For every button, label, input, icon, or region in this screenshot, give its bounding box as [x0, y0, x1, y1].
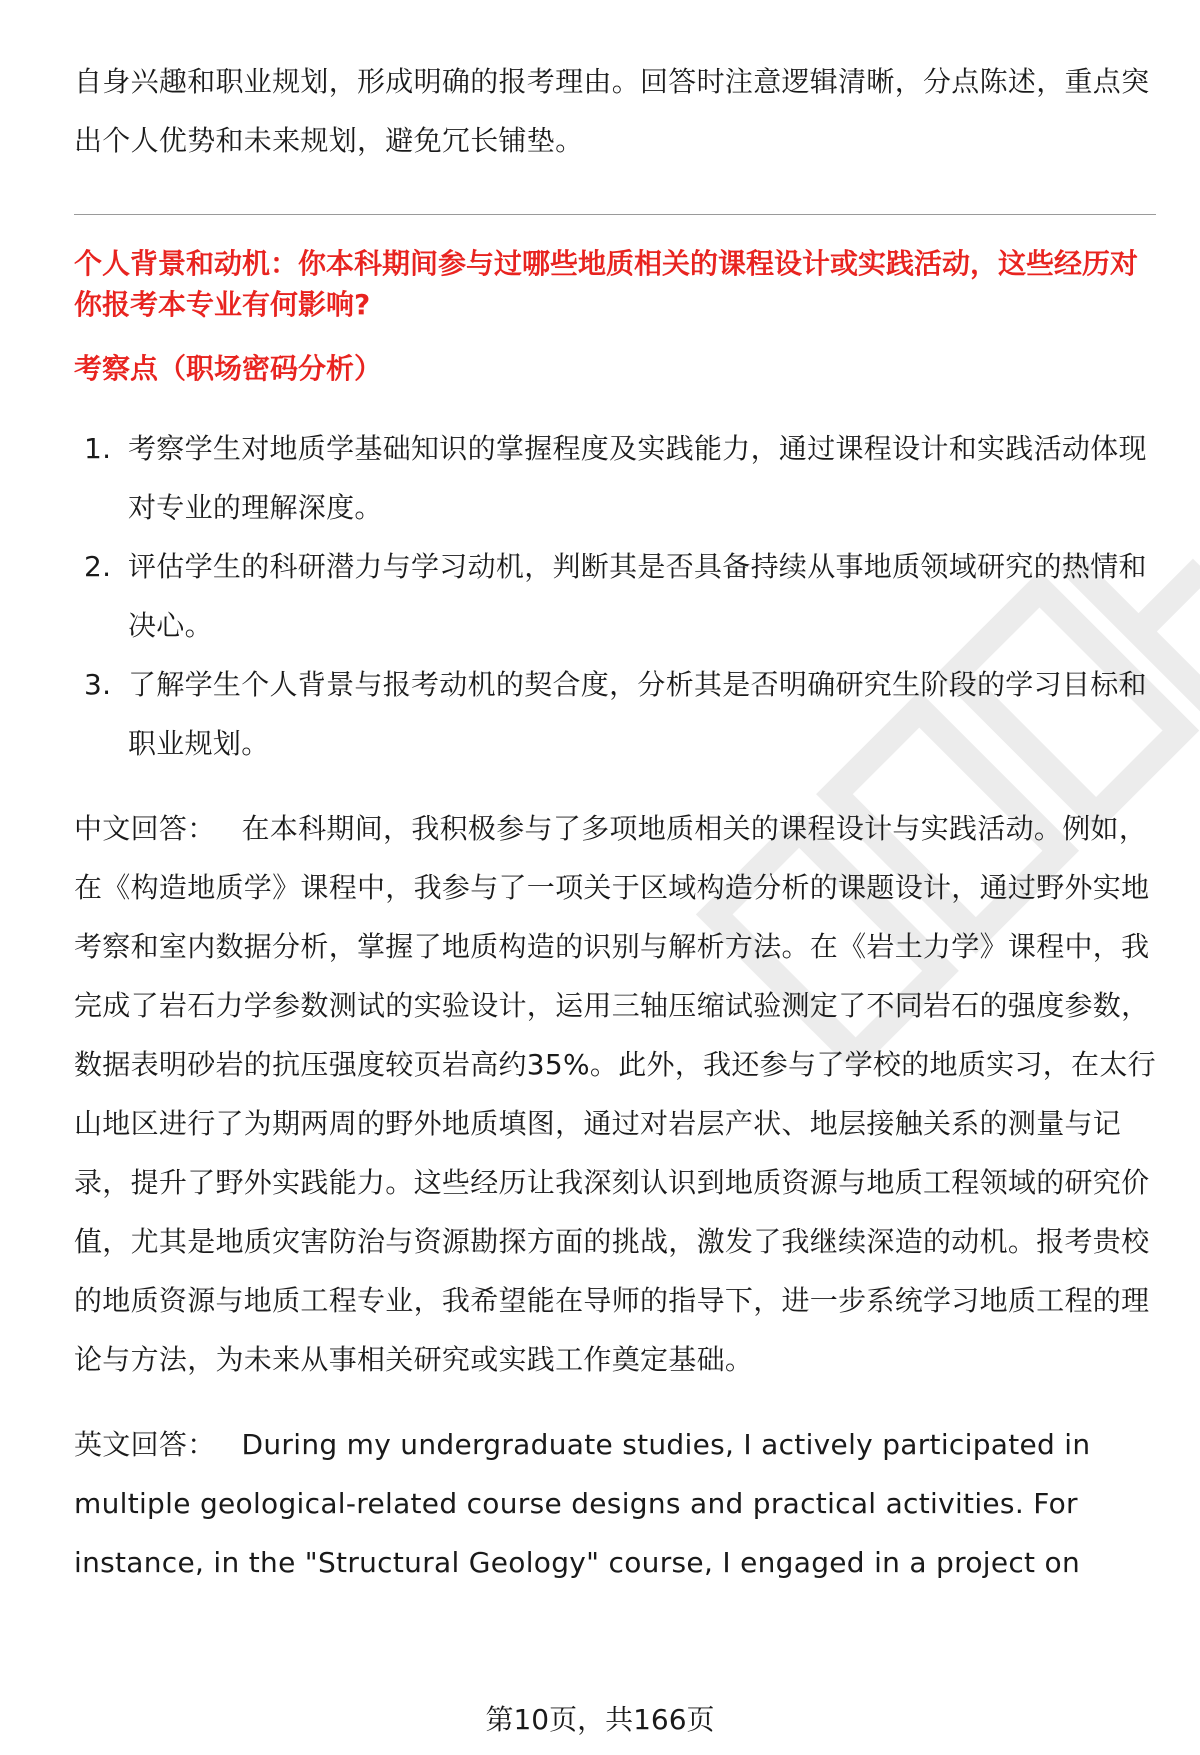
- document-page: [74, 52, 1156, 1592]
- list-item: [74, 655, 1156, 773]
- page-number-footer: 第10页，共166页: [485, 1703, 715, 1736]
- list-item: [74, 537, 1156, 655]
- list-item-number: 2.: [84, 550, 112, 583]
- list-item-number: 1.: [84, 432, 112, 465]
- section-title: 考察点（职场密码分析）: [74, 352, 383, 385]
- list-item-number: 3.: [84, 668, 112, 701]
- list-item: [74, 419, 1156, 537]
- list-item-text: 考察学生对地质学基础知识的掌握程度及实践能力，通过课程设计和实践活动体现对专业的理解深度。: [128, 432, 1147, 524]
- list-item-text: 评估学生的科研潜力与学习动机，判断其是否具备持续从事地质领域研究的热情和决心。: [128, 550, 1147, 642]
- english-answer-label: 英文回答：: [74, 1428, 216, 1461]
- chinese-answer: [74, 799, 1156, 1389]
- section-divider: [74, 214, 1156, 215]
- chinese-answer-text: 在本科期间，我积极参与了多项地质相关的课程设计与实践活动。例如，在《构造地质学》课程中，我参与了一项关于区域构造分析的课题设计，通过野外实地考察和室内数据分析，掌握了地质构造的识别与解析方法。在《岩土力学》课程中，我完成了岩石力学参数测试的实验设计，运用三轴压缩试验测定了不同岩石的强度参数，数据表明砂岩的抗压强度较页岩高约35%。此外，我还参与了学校的地质实习，在太行山地区进行了为期两周的野外地质填图，通过对岩层产状、地层接触关系的测量与记录，提升了野外实践能力。这些经历让我深刻认识到地质资源与地质工程领域的研究价值，尤其是地质灾害防治与资源勘探方面的挑战，激发了我继续深造的动机。报考贵校的地质资源与地质工程专业，我希望能在导师的指导下，进一步系统学习地质工程的理论与方法，为未来从事相关研究或实践工作奠定基础。: [74, 812, 1156, 1376]
- question-heading: 个人背景和动机：你本科期间参与过哪些地质相关的课程设计或实践活动，这些经历对你报考本专业有何影响?: [74, 247, 1139, 321]
- list-item-text: 了解学生个人背景与报考动机的契合度，分析其是否明确研究生阶段的学习目标和职业规划。: [128, 668, 1147, 760]
- points-list: [74, 419, 1156, 773]
- intro-paragraph: 自身兴趣和职业规划，形成明确的报考理由。回答时注意逻辑清晰，分点陈述，重点突出个人优势和未来规划，避免冗长铺垫。: [74, 65, 1150, 157]
- chinese-answer-label: 中文回答：: [74, 812, 216, 845]
- english-answer: [74, 1415, 1156, 1592]
- english-answer-text: During my undergraduate studies, I actively participated in multiple geological-related course designs and practical activities. For instance, in the "Structural Geology" course, I engaged in a project on: [74, 1428, 1091, 1579]
